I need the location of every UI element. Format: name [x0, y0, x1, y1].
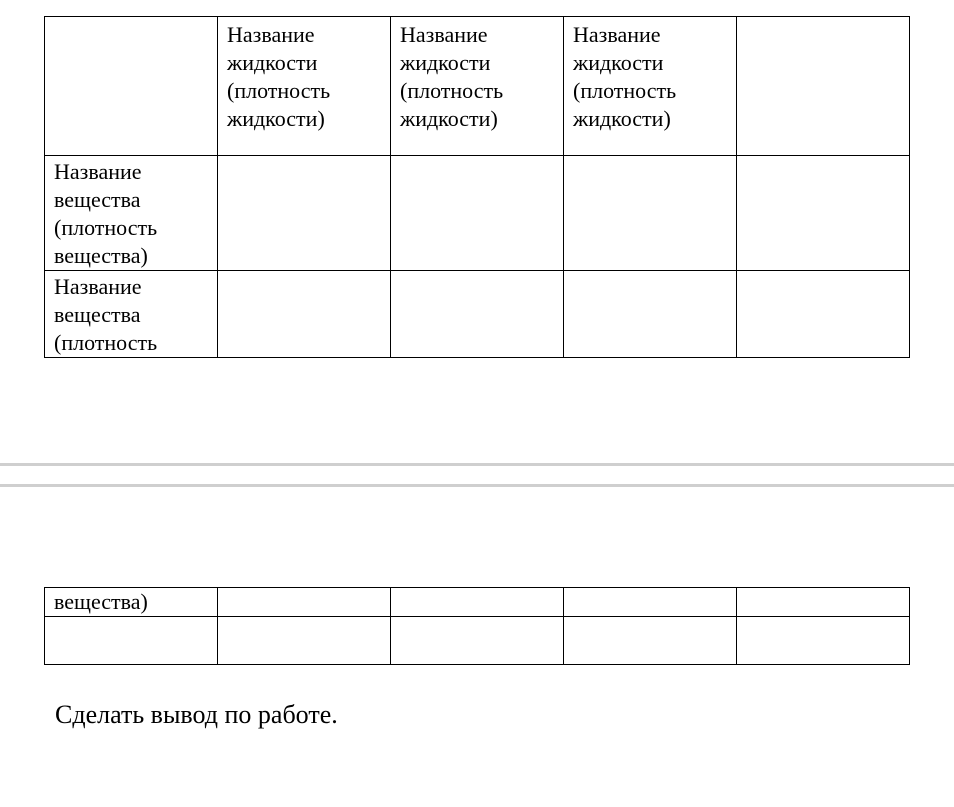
row-label-cell	[45, 271, 218, 358]
header-cell-liquid-3	[564, 17, 737, 156]
data-table-page-2	[44, 587, 910, 665]
table-row	[45, 156, 910, 271]
table-cell	[391, 617, 564, 665]
table-cell	[564, 588, 737, 617]
table-cell	[737, 617, 910, 665]
table-cell	[737, 271, 910, 358]
table-row-continued	[45, 588, 910, 617]
row-label-cell	[45, 588, 218, 617]
table-cell	[218, 271, 391, 358]
header-label: Название жидкости (плотность жидкости)	[400, 22, 504, 131]
row-label: Название вещества (плотность	[54, 274, 158, 355]
row-label-continued: вещества)	[54, 589, 148, 614]
table-cell	[391, 271, 564, 358]
table-cell	[564, 271, 737, 358]
table-cell	[737, 156, 910, 271]
row-label-cell	[45, 156, 218, 271]
table-row	[45, 617, 910, 665]
header-label: Название жидкости (плотность жидкости)	[573, 22, 677, 131]
row-label-cell	[45, 617, 218, 665]
data-table-page-1	[44, 16, 910, 358]
table-cell	[391, 588, 564, 617]
header-cell-liquid-1	[218, 17, 391, 156]
table-header-row	[45, 17, 910, 156]
header-cell-empty	[737, 17, 910, 156]
table-cell	[564, 617, 737, 665]
page-break-divider	[0, 463, 954, 487]
table-cell	[218, 617, 391, 665]
header-cell-corner	[45, 17, 218, 156]
row-label: Название вещества (плотность вещества)	[54, 159, 158, 268]
header-label: Название жидкости (плотность жидкости)	[227, 22, 331, 131]
header-cell-liquid-2	[391, 17, 564, 156]
table-cell	[564, 156, 737, 271]
table-row	[45, 271, 910, 358]
table-cell	[737, 588, 910, 617]
table-cell	[391, 156, 564, 271]
table-cell	[218, 156, 391, 271]
conclusion-instruction: Сделать вывод по работе.	[55, 700, 338, 729]
table-cell	[218, 588, 391, 617]
